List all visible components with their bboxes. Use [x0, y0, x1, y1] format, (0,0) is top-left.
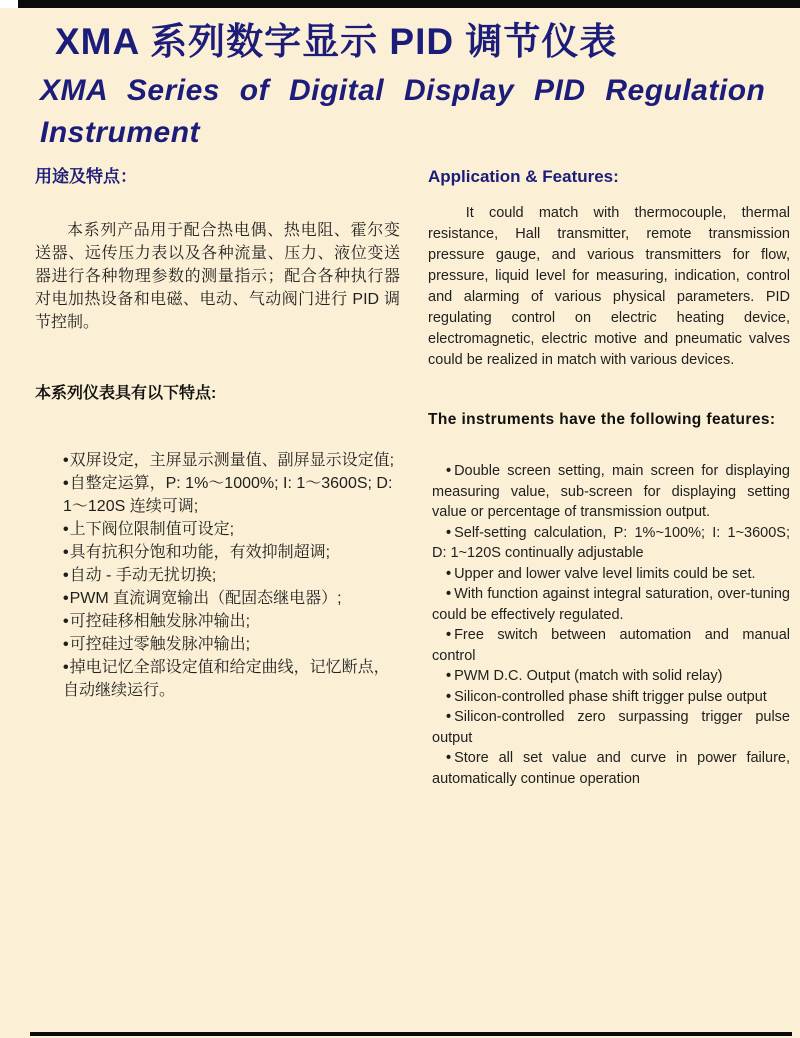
feature-item-en: • With function against integral saturation, over-tuning could be effectively regulated. [432, 584, 790, 625]
feature-item-zh: • 具有抗积分饱和功能，有效抑制超调; [63, 541, 400, 564]
feature-item-en: • Free switch between automation and manual control [432, 625, 790, 666]
feature-item-zh: • 可控硅移相触发脉冲输出; [63, 610, 400, 633]
page-title-english [40, 70, 790, 154]
page-header [0, 8, 800, 154]
feature-item-en: • Store all set value and curve in power failure, automatically continue operation [432, 748, 790, 789]
heading-features-zh: 本系列仪表具有以下特点: [35, 385, 217, 402]
feature-item-en: • PWM D.C. Output (match with solid relay) [432, 666, 790, 687]
content-columns [0, 154, 800, 789]
feature-item-en: • Silicon-controlled phase shift trigger pulse output [432, 687, 790, 708]
features-list-en [428, 461, 790, 789]
heading-application-en: Application & Features: [428, 167, 619, 186]
english-column [428, 154, 790, 789]
top-rule-strip [0, 0, 800, 8]
intro-paragraph-en: It could match with thermocouple, thermal resistance, Hall transmitter, remote transmission pressure gauge, and various transmitters for flow, pressure, liquid level for measuring, indication, control and alarming of various physical parameters. PID regulating control on electric heating device, electromagnetic, electric motive and pneumatic valves could be realized in match with various devices. [428, 205, 790, 368]
heading-application-zh: 用途及特点： [35, 167, 137, 186]
heading-features-en: The instruments have the following features: [428, 411, 776, 428]
feature-item-en: • Double screen setting, main screen for displaying measuring value, sub-screen for displaying setting value or percentage of transmission output. [432, 461, 790, 523]
intro-paragraph-zh: 本系列产品用于配合热电偶、热电阻、霍尔变送器、远传压力表以及各种流量、压力、液位变送器进行各种物理参数的测量指示；配合各种执行器对电加热设备和电磁、电动、气动阀门进行 PID 调节控制。 [35, 222, 400, 331]
chinese-column [35, 154, 400, 789]
feature-item-en: • Silicon-controlled zero surpassing trigger pulse output [432, 707, 790, 748]
page-title-english-line2: Instrument [40, 116, 201, 149]
feature-item-en: • Upper and lower valve level limits could be set. [432, 564, 790, 585]
feature-item-zh: • 自整定运算，P: 1%～1000%; I: 1～3600S; D: 1～120S 连续可调; [63, 472, 400, 518]
bottom-rule-bar [30, 1032, 792, 1036]
page-title-chinese: XMA 系列数字显示 PID 调节仪表 [55, 21, 618, 62]
feature-item-zh: • 可控硅过零触发脉冲输出; [63, 633, 400, 656]
feature-item-zh: • 双屏设定，主屏显示测量值、副屏显示设定值; [63, 449, 400, 472]
page-title-english-line1: XMA Series of Digital Display PID Regulation [40, 74, 766, 107]
feature-item-zh: • 掉电记忆全部设定值和给定曲线，记忆断点，自动继续运行。 [63, 656, 400, 702]
features-list-zh [35, 449, 400, 702]
top-rule-bar [18, 0, 800, 8]
feature-item-zh: • PWM 直流调宽输出（配固态继电器）; [63, 587, 400, 610]
feature-item-zh: • 自动 - 手动无扰切换; [63, 564, 400, 587]
feature-item-en: • Self-setting calculation, P: 1%~100%; I: 1~3600S; D: 1~120S continually adjustable [432, 523, 790, 564]
feature-item-zh: • 上下阀位限制值可设定; [63, 518, 400, 541]
